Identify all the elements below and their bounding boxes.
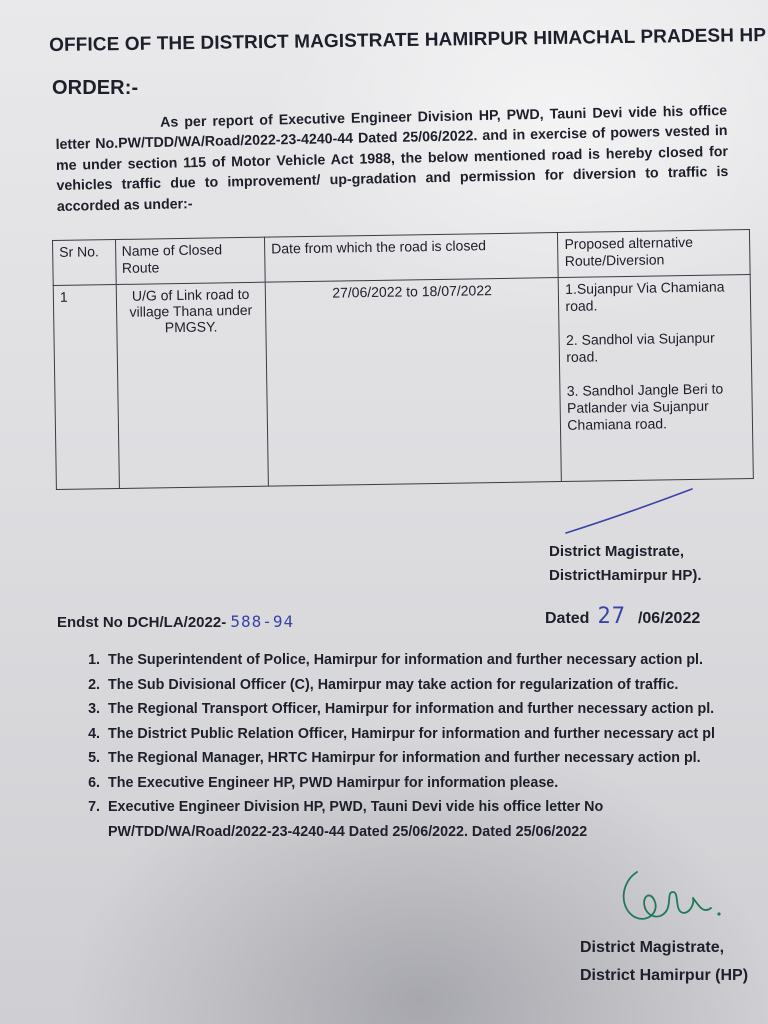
signatory-title: District Magistrate, [549, 543, 685, 560]
order-label: ORDER:- [52, 77, 139, 99]
list-item: 5. The Regional Manager, HRTC Hamirpur for information and further necessary action pl. [104, 746, 768, 771]
endorsement-label: Endst No DCH/LA/2022- [57, 614, 227, 631]
dated-label: Dated [545, 610, 590, 627]
alternative-route-2: 2. Sandhol via Sujanpur road. [565, 329, 715, 365]
recipient-list [78, 648, 768, 844]
pen-stroke-mark [560, 485, 700, 545]
list-item: 1. The Superintendent of Police, Hamirpur for information and further necessary action pl. [104, 648, 768, 673]
endorsement-date [545, 604, 700, 629]
cell-sr-no: 1 [53, 285, 119, 490]
signature-block-bottom [580, 934, 748, 990]
endorsement-number [57, 612, 294, 631]
cell-alternative-routes [559, 275, 754, 482]
road-closure-table [52, 229, 754, 490]
list-item: 3. The Regional Transport Officer, Hamirpur for information and further necessary action pl. [104, 697, 768, 722]
office-title: OFFICE OF THE DISTRICT MAGISTRATE HAMIRPUR HIMACHAL PRADESH HP [49, 24, 767, 56]
signatory-district: District Hamirpur (HP) [580, 967, 749, 984]
recipient-7-line-2: PW/TDD/WA/Road/2022-23-4240-44 Dated 25/06/2022. Dated 25/06/2022 [108, 823, 588, 840]
handwritten-signature [615, 862, 725, 932]
signatory-title: District Magistrate, [580, 939, 725, 956]
signature-block-top [549, 540, 702, 588]
header-closed-route: Name of Closed Route [115, 237, 265, 284]
handwritten-day: 27 [597, 604, 626, 629]
cell-closed-route: U/G of Link road to village Thana under PMGSY. [116, 282, 269, 488]
list-item: 4. The District Public Relation Officer, Hamirpur for information and further necessary act pl [104, 722, 768, 747]
dated-month-year: /06/2022 [637, 610, 701, 627]
alternative-route-3: 3. Sandhol Jangle Beri to Patlander via Sujanpur Chamiana road. [566, 380, 724, 433]
list-item: 6. The Executive Engineer HP, PWD Hamirpur for information please. [104, 771, 768, 796]
list-item: 2. The Sub Divisional Officer (C), Hamirpur may take action for regularization of traffic. [104, 673, 768, 698]
alternative-route-1: 1.Sujanpur Via Chamiana road. [565, 278, 725, 314]
recipient-7-line-1: 7. Executive Engineer Division HP, PWD, Tauni Devi vide his office letter No [108, 799, 604, 815]
handwritten-endorsement-number: 588-94 [230, 612, 295, 631]
signatory-district: DistrictHamirpur HP). [549, 567, 702, 584]
cell-closure-date: 27/06/2022 to 18/07/2022 [265, 278, 561, 487]
header-alternative-route: Proposed alternative Route/Diversion [558, 230, 750, 278]
list-item [104, 795, 768, 844]
table-row [53, 275, 753, 490]
order-paragraph: As per report of Executive Engineer Division HP, PWD, Tauni Devi vide his office letter No.PW/TDD/WA/Road/2022-23-4240-44 Dated 25/06/2022. and in exercise of powers vested in me under section 115 of Motor Vehicle Act 1988, the below mentioned road is hereby closed for vehicles traffic due to improvement/ up-gradation and permission for diversion to traffic is accorded as under:- [55, 102, 729, 215]
header-sr-no: Sr No. [53, 240, 116, 286]
header-closure-date: Date from which the road is closed [265, 233, 559, 283]
